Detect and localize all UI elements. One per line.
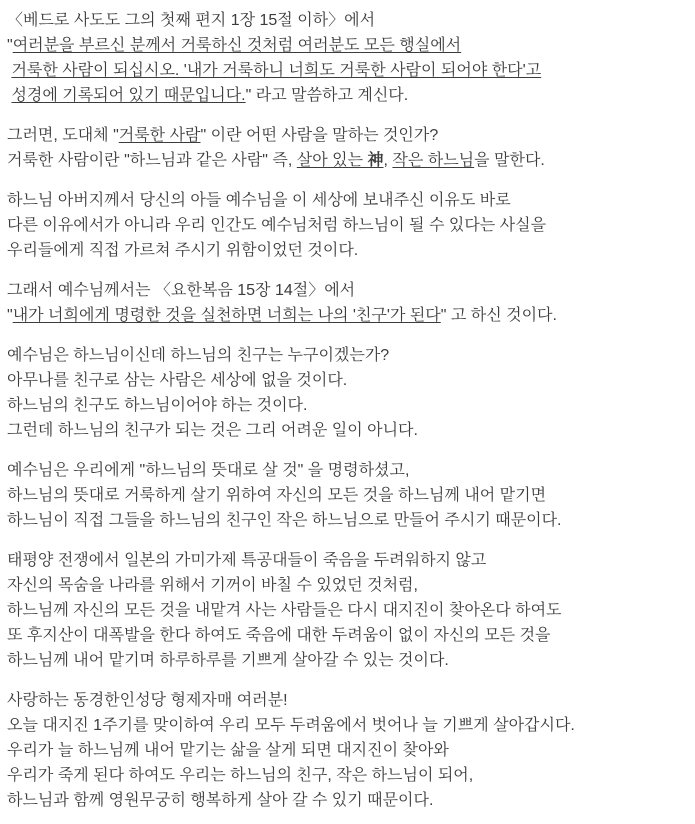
text-line (7, 573, 689, 598)
text-line (7, 763, 689, 788)
text-line (7, 648, 689, 673)
paragraph-gods-friend (7, 343, 689, 443)
text-segment: 하느님의 친구도 하느님이어야 하는 것이다. (7, 397, 308, 414)
text-segment: 태평양 전쟁에서 일본의 가미가제 특공대들이 죽음을 두려워하지 않고 (7, 552, 487, 569)
text-line (7, 303, 689, 328)
text-segment: 자신의 목숨을 나라를 위해서 기꺼이 바칠 수 있었던 것처럼, (7, 577, 418, 594)
underlined-text: 거룩한 사람이 되십시오. '내가 거룩하니 너희도 거룩한 사람이 되어야 한다'고 (11, 62, 542, 79)
text-line (7, 278, 689, 303)
text-segment: , (383, 152, 393, 169)
paragraph-closing-exhortation (7, 688, 689, 813)
paragraph-kamikaze-analogy (7, 548, 689, 673)
text-line (7, 738, 689, 763)
text-segment: 하느님께 내어 맡기며 하루하루를 기쁘게 살아갈 수 있는 것이다. (7, 652, 449, 669)
text-segment: 하느님의 뜻대로 거룩하게 살기 위하여 자신의 모든 것을 하느님께 내어 맡기면 (7, 487, 547, 504)
paragraph-scripture-john (7, 278, 689, 328)
text-line (7, 188, 689, 213)
paragraph-why-jesus-sent (7, 188, 689, 263)
text-line (7, 483, 689, 508)
text-segment: " 이란 어떤 사람을 말하는 것인가? (200, 127, 439, 144)
text-line (7, 148, 689, 173)
text-segment: 또 후지산이 대폭발을 한다 하여도 죽음에 대한 두려움이 없이 자신의 모든 것을 (7, 627, 551, 644)
text-segment: 예수님은 하느님이신데 하느님의 친구는 누구이겠는가? (7, 347, 390, 364)
text-segment: 우리들에게 직접 가르쳐 주시기 위함이었던 것이다. (7, 242, 359, 259)
text-line (7, 58, 689, 83)
text-segment: 하느님 아버지께서 당신의 아들 예수님을 이 세상에 보내주신 이유도 바로 (7, 192, 511, 209)
text-line (7, 368, 689, 393)
text-segment: 하느님이 직접 그들을 하느님의 친구인 작은 하느님으로 만들어 주시기 때문이다. (7, 512, 562, 529)
text-segment: 아무나를 친구로 삼는 사람은 세상에 없을 것이다. (7, 372, 348, 389)
text-line (7, 123, 689, 148)
text-line (7, 393, 689, 418)
text-line (7, 458, 689, 483)
paragraph-scripture-peter (7, 8, 689, 108)
text-line (7, 213, 689, 238)
text-line (7, 548, 689, 573)
underlined-text: 거룩한 사람 (118, 127, 201, 144)
text-segment: 예수님은 우리에게 "하느님의 뜻대로 살 것" 을 명령하셨고, (7, 462, 410, 479)
text-line (7, 33, 689, 58)
text-segment: 우리가 죽게 된다 하여도 우리는 하느님의 친구, 작은 하느님이 되어, (7, 767, 474, 784)
text-line (7, 508, 689, 533)
text-segment: 다른 이유에서가 아니라 우리 인간도 예수님처럼 하느님이 될 수 있다는 사실을 (7, 217, 547, 234)
text-segment: 우리가 늘 하느님께 내어 맡기는 삶을 살게 되면 대지진이 찾아와 (7, 742, 449, 759)
text-segment: 하느님과 함께 영원무궁히 행복하게 살아 갈 수 있기 때문이다. (7, 792, 434, 809)
text-line (7, 713, 689, 738)
text-segment: " (7, 307, 13, 324)
text-segment: " 고 하신 것이다. (440, 307, 557, 324)
text-segment: 〈베드로 사도도 그의 첫째 편지 1장 15절 이하〉에서 (7, 12, 376, 29)
text-line (7, 788, 689, 813)
text-line (7, 83, 689, 108)
text-line (7, 343, 689, 368)
text-segment: " 라고 말씀하고 계신다. (245, 87, 409, 104)
text-line (7, 418, 689, 443)
text-segment: 그래서 예수님께서는 〈요한복음 15장 14절〉에서 (7, 282, 356, 299)
text-segment: " (7, 37, 13, 54)
text-line (7, 238, 689, 263)
text-segment: 하느님께 자신의 모든 것을 내맡겨 사는 사람들은 다시 대지진이 찾아온다 하여도 (7, 602, 562, 619)
underlined-text: 여러분을 부르신 분께서 거룩하신 것처럼 여러분도 모든 행실에서 (12, 37, 462, 54)
text-segment: 오늘 대지진 1주기를 맞이하여 우리 모두 두려움에서 벗어나 늘 기쁘게 살아갑시다. (7, 717, 575, 734)
bold-underlined-text: 神 (367, 152, 384, 169)
text-line (7, 598, 689, 623)
text-line (7, 688, 689, 713)
text-segment: 그런데 하느님의 친구가 되는 것은 그리 어려운 일이 아니다. (7, 422, 418, 439)
text-segment: 그러면, 도대체 " (7, 127, 119, 144)
underlined-text: 살아 있는 (296, 152, 368, 169)
underlined-text: 성경에 기록되어 있기 때문입니다. (11, 87, 246, 104)
paragraph-holy-person-definition (7, 123, 689, 173)
text-segment: 사랑하는 동경한인성당 형제자매 여러분! (7, 692, 288, 709)
underlined-text: 내가 너희에게 명령한 것을 실천하면 너희는 나의 '친구'가 된다 (12, 307, 441, 324)
text-segment: 거룩한 사람이란 "하느님과 같은 사람" 즉, (7, 152, 297, 169)
text-line (7, 8, 689, 33)
text-line (7, 623, 689, 648)
text-segment: 을 말한다. (474, 152, 545, 169)
underlined-text: 작은 하느님 (392, 152, 475, 169)
paragraph-gods-will (7, 458, 689, 533)
